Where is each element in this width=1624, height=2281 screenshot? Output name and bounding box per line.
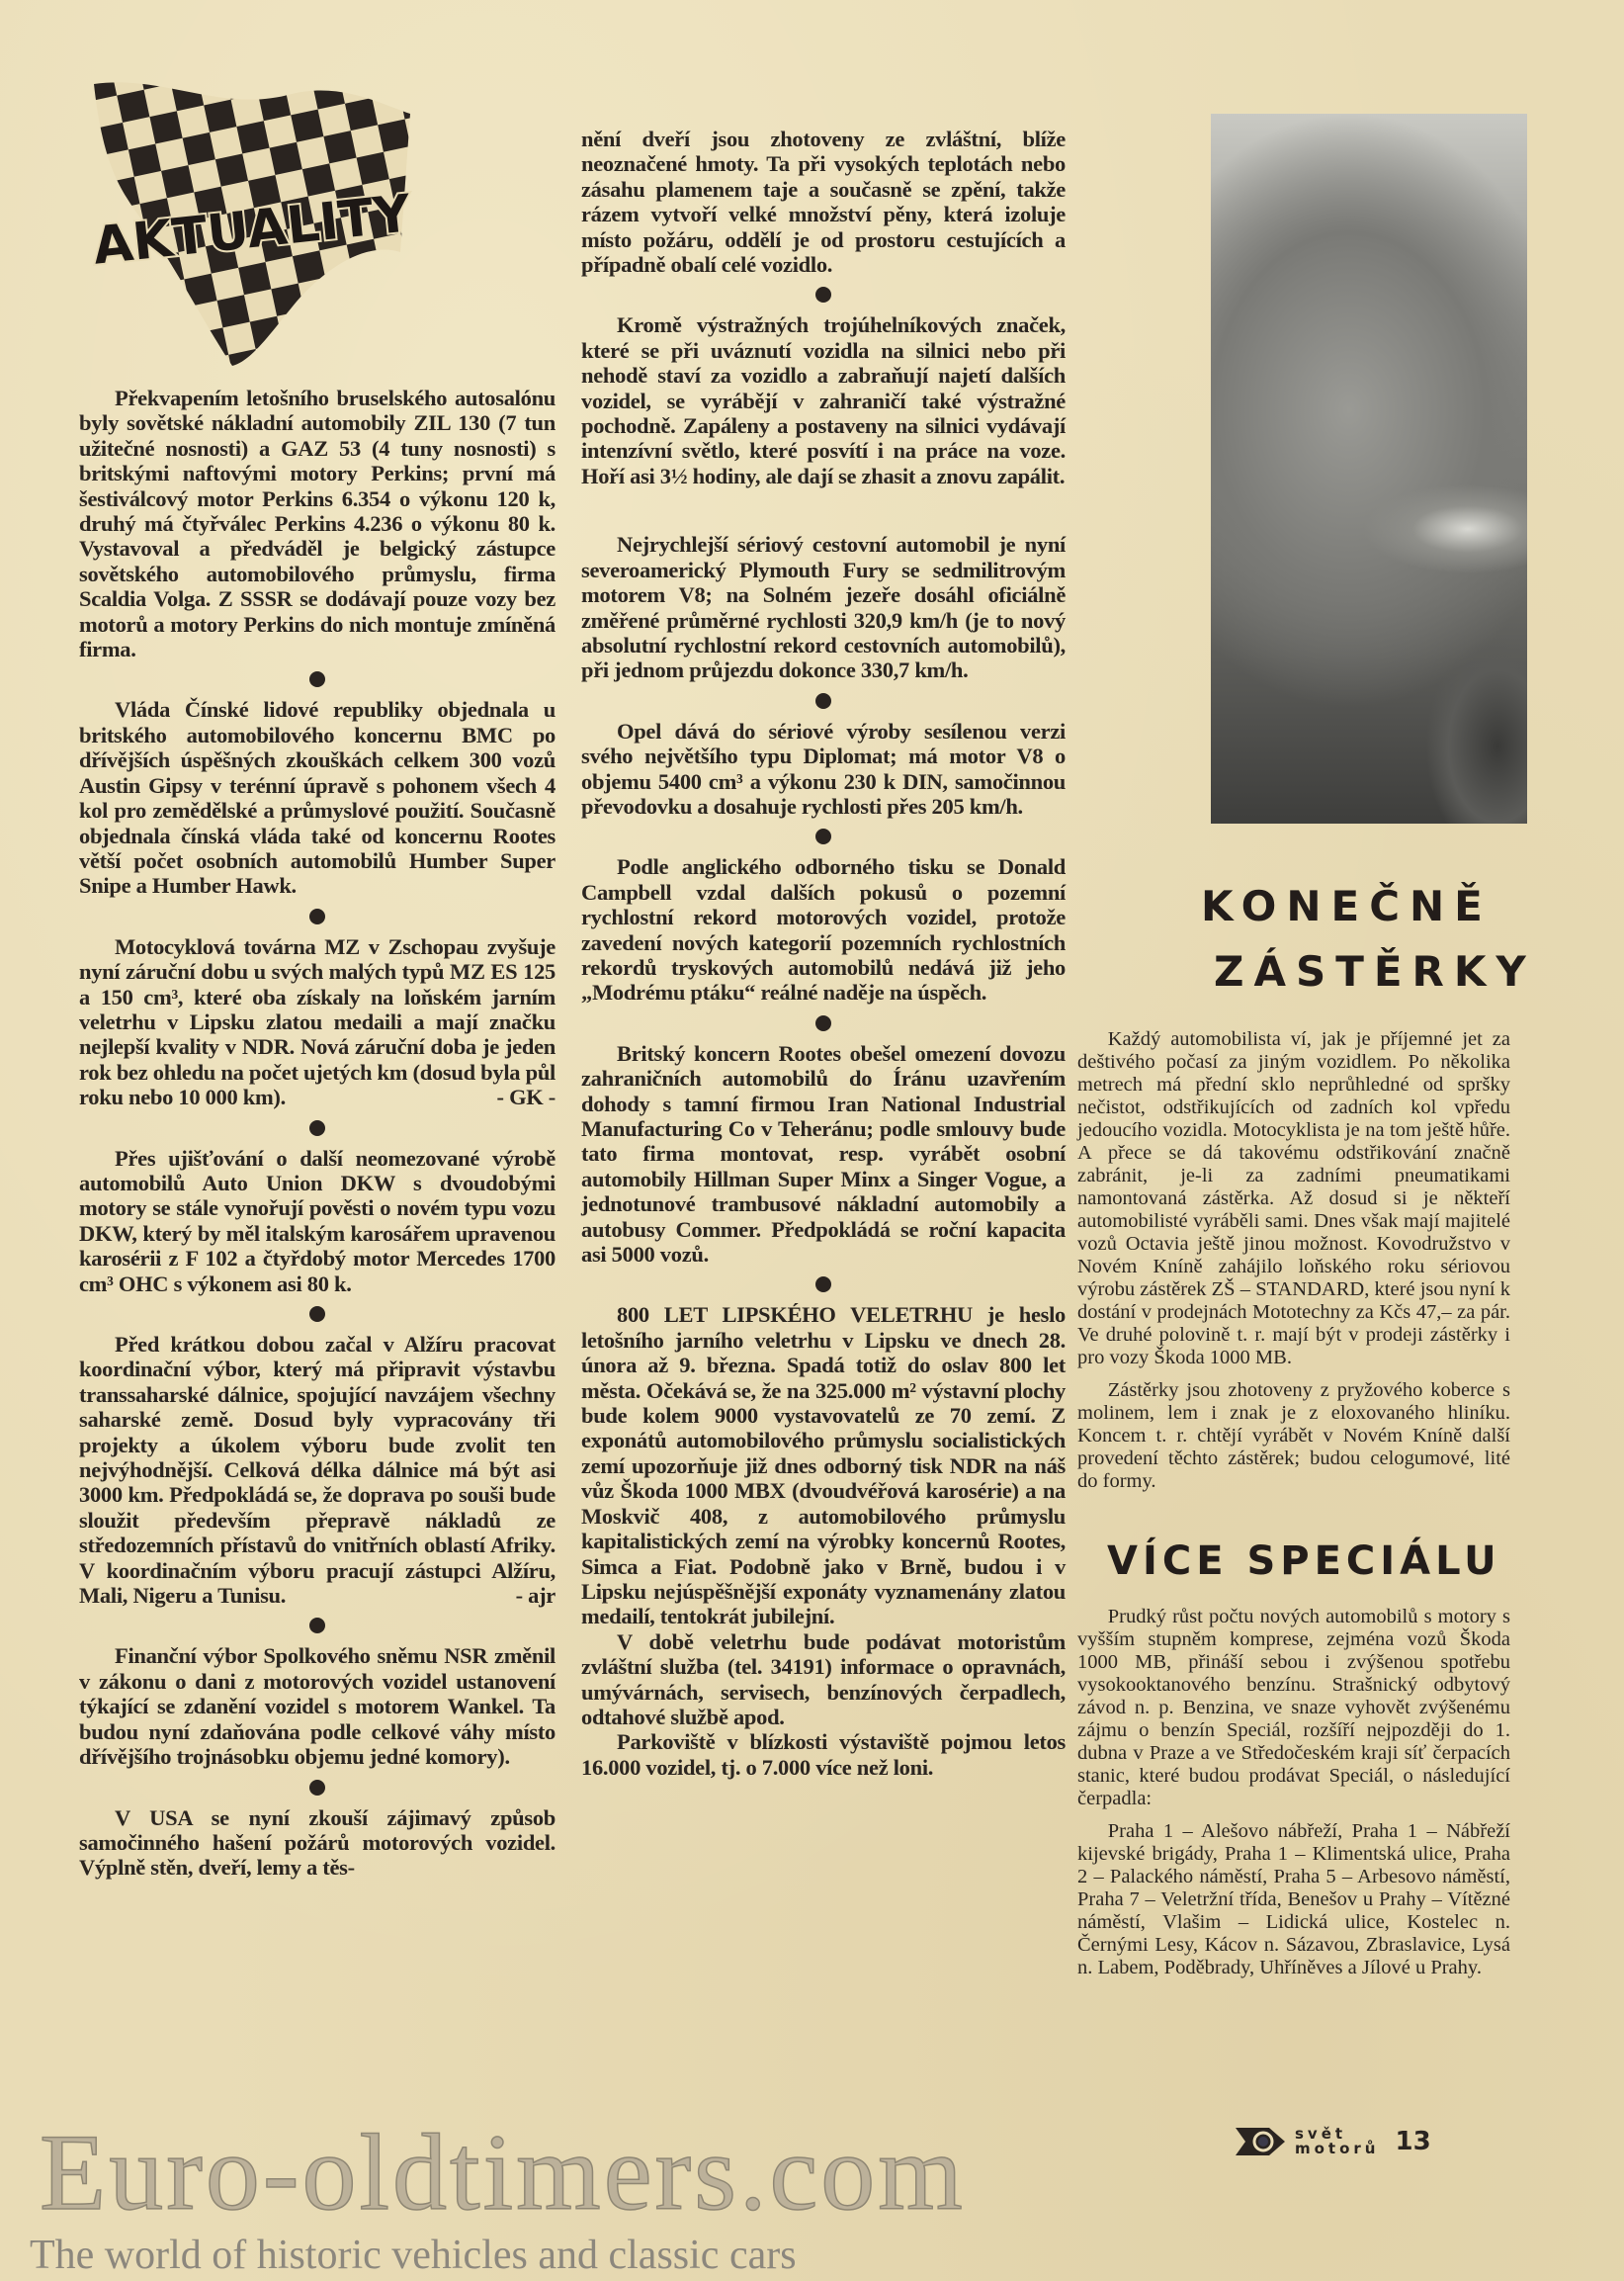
article-paragraph: Kromě výstražných trojúhelníkových značek, které se při uváznutí vozidla na silnici nebo při nehodě staví za vozidlo a zabraňují najetí dalších vozidel, se vyrábějí v zahraničí také výstražné pochodně. Zapáleny a postaveny na silnici vydávají intenzívní světlo, které posvítí i na práce na voze. Hoří asi 3½ hodiny, ale dají se zhasit a znovu zapálit. [581,312,1066,488]
bullet-separator [309,671,325,687]
article-paragraph: Překvapením letošního bruselského autosalónu byly sovětské nákladní automobily ZIL 130 (7 tun užitečné nosnosti) a GAZ 53 (4 tuny nosnosti) s britskými naftovými motory Perkins; první má šestiválcový motor Perkins 6.354 o výkonu 120 k, druhý má čtyřválec Perkins 4.236 o výkonu 80 k. Vystavoval a předváděl je belgický zástupce sovětského automobilového průmyslu, firma Scaldia Volga. Z SSSR se dodávají pouze vozy bez motorů a motory Perkins do nich montuje zmíněná firma. [79,386,556,662]
article-paragraph: Vláda Čínské lidové republiky objednala u britského automobilového koncernu BMC po dřívějších úspěšných zkouškách celkem 300 vozů Austin Gipsy v terénní úpravě s pohonem všech 4 kol pro zemědělské a průmyslové použití. Současně objednala čínská vláda také od koncernu Rootes větší počet osobních automobilů Humber Super Snipe a Humber Hawk. [79,697,556,899]
magazine-footer [1236,2126,1431,2157]
article-paragraph: nění dveří jsou zhotoveny ze zvláštní, blíže neoznačené hmoty. Ta při vysokých teplotách nebo zásahu plamenem taje a současně se zpění, takže rázem vytvoří velké množství pěny, která izoluje místo požáru, oddělí je od prostoru cestujících a případně obalí celé vozidlo. [581,127,1066,278]
article-paragraph: Každý automobilista ví, jak je příjemné jet za deštivého počasí za jiným vozidlem. Po několika metrech má přední sklo neprůhledné od spršky nečistot, odstřikujících od zadních kol vpředu jedoucího vozidla. Motocyklista je na tom ještě hůře. A přece se dá takovému odstřikování značně zabránit, je-li za zadními pneumatikami namontovaná zástěrka. Až dosud si je někteří automobilisté vyráběli sami. Dnes však mají majitelé vozů Octavia ještě jinou možnost. Kovodružstvo v Novém Kníně zahájilo loňského roku sériovou výrobu zástěrek ZŠ – STANDARD, které jsou nyní k dostání v prodejnách Mototechny za Kčs 47,– za pár. Ve druhé polovině t. r. mají být v prodeji zástěrky i pro vozy Škoda 1000 MB. [1077,1028,1510,1368]
article-paragraph: Prudký růst počtu nových automobilů s motory s vyšším stupněm komprese, zejména vozů Škoda 1000 MB, přináší sebou i zvýšenou spotřebu vysokooktanového benzínu. Strašnický odbytový závod n. p. Benzina, ve snaze vyhovět zvýšenému zájmu o benzín Speciál, rozšíří nejpozději do 1. dubna v Praze a ve Středočeském kraji síť čerpacích stanic, které budou prodávat Speciál, o následující čerpadla: [1077,1606,1510,1809]
article-heading: VÍCE SPECIÁLU [1107,1538,1501,1584]
logo-title: AKTUALITY [90,184,414,277]
bullet-separator [815,693,831,709]
bullet-separator [815,1276,831,1292]
magazine-eye-logo-icon [1236,2126,1287,2157]
author-signature: - ajr [515,1583,556,1609]
page-number: 13 [1395,2127,1431,2156]
bullet-separator [309,1120,325,1136]
magazine-name-line2: motorů [1295,2140,1380,2157]
bullet-separator [309,1306,325,1322]
article-paragraph: V USA se nyní zkouší zájimavý způsob samočinného hašení požárů motorových vozidel. Výplně stěn, dveří, lemy a těs- [79,1804,556,1881]
aktuality-logo [84,74,420,371]
middle-column [581,127,1066,1780]
article-paragraph: Britský koncern Rootes obešel omezení dovozu zahraničních automobilů do Íránu uzavřením dohody s tamní firmou Iran National Industrial Manufacturing Co v Teheránu; podle smlouvy bude tato firma montovat, resp. vyrábět osobní automobily Hillman Super Minx a Singer Vogue, a jednotunové trambusové nákladní automobily a autobusy Commer. Předpokládá se roční kapacita asi 5000 vozů. [581,1040,1066,1268]
bullet-separator [815,829,831,844]
article-paragraph [79,1332,556,1608]
bullet-separator [309,1618,325,1633]
bullet-separator [309,1780,325,1796]
right-column [1077,1028,1510,1979]
article-paragraph [79,934,556,1110]
article-paragraph: Podle anglického odborného tisku se Donald Campbell vzdal dalších pokusů o pozemní rychlostní rekord motorových vozidel, protože zavedení nových kategorií pozemních rychlostních rekordů tryskových automobilů nedává již jeho „Modrému ptáku“ reálné naděje na úspěch. [581,854,1066,1006]
article-paragraph: 800 LET LIPSKÉHO VELETRHU je heslo letošního jarního veletrhu v Lipsku ve dnech 28. února až 9. března. Spadá totiž do oslav 800 let města. Očekává se, že na 325.000 m² výstavní plochy bude kolem 9000 vystavovatelů ze 70 zemí. Z exponátů automobilového průmyslu socialistických zemí upozorňuje již dnes odborný tisk NDR na náš vůz Škoda 1000 MBX (dvoudvéřová karosérie) a na Moskvič 408, z automobilového průmyslu kapitalistických zemí na výrobky koncernů Rootes, Simca a Fiat. Podobně jako v Brně, budou i v Lipsku nejúspěšnější exponáty vyznamenány zlatou medailí, tentokrát jubilejní. [581,1302,1066,1629]
article-paragraph: Zástěrky jsou zhotoveny z pryžového koberce s molinem, lem i znak je z eloxovaného hliníku. Koncem t. r. chtějí vyrábět v Novém Kníně další provedení těchto zástěrek; budou celogumové, lité do formy. [1077,1379,1510,1492]
article-paragraph: Nejrychlejší sériový cestovní automobil je nyní severoamerický Plymouth Fury se sedmilitrovým motorem V8; na Solném jezeře dosáhl oficiálně změřené průměrné rychlosti 320,9 km/h (je to nový absolutní rychlostní rekord cestovních automobilů), při jednom průjezdu dokonce 330,7 km/h. [581,532,1066,683]
article-paragraph: Praha 1 – Alešovo nábřeží, Praha 1 – Nábřeží kijevské brigády, Praha 1 – Klimentská ulice, Praha 2 – Palackého náměstí, Praha 5 – Arbesovo náměstí, Praha 7 – Veletržní třída, Benešov u Prahy – Vítězné náměstí, Vlašim – Lidická ulice, Kostelec n. Černými Lesy, Kácov n. Sázavou, Zbraslavice, Lysá n. Labem, Poděbrady, Uhříněves a Jílové u Prahy. [1077,1820,1510,1978]
article-heading: KONEČNĚ [1201,882,1493,930]
article-text: Před krátkou dobou začal v Alžíru pracovat koordinační výbor, který má připravit výstavbu transsaharské dálnice, spojující navzájem všechny saharské země. Dosud byly vypracovány tři projekty a úkolem výboru bude zvolit ten nejvýhodnější. Celková délka dálnice má být asi 3000 km. Předpokládá se, že doprava po souši bude sloužit především přepravě nákladů ze středozemních přístavů do vnitřních oblastí Afriky. V koordinačním výboru pracují zástupci Alžíru, Mali, Nigeru a Tunisu. [79,1332,556,1609]
article-paragraph: Opel dává do sériové výroby sesílenou verzi svého největšího typu Diplomat; má motor V8 o objemu 5400 cm³ a výkonu 230 k DIN, samočinnou převodovku a dosahuje rychlosti přes 205 km/h. [581,718,1066,819]
article-paragraph: V době veletrhu bude podávat motoristům zvláštní služba (tel. 34191) informace o opravnách, umývárnách, servisech, benzínových čerpadlech, odtahové službě apod. [581,1628,1066,1729]
article-paragraph: Finanční výbor Spolkového sněmu NSR změnil v zákonu o dani z motorových vozidel ustanovení týkající se zdanění vozidel s motorem Wankel. Ta budou nyní zdaňována podle celkové váhy místo dřívějšího trojnásobku objemu jedné komory). [79,1643,556,1770]
paragraph-gap [581,488,1066,532]
article-heading: ZÁSTĚRKY [1214,947,1536,996]
article-paragraph: Parkoviště v blízkosti výstaviště pojmou letos 16.000 vozidel, tj. o 7.000 více než loni. [581,1729,1066,1780]
magazine-name-line1: svět [1295,2125,1347,2143]
author-signature: - GK - [496,1085,556,1110]
watermark-site: Euro-oldtimers.com [40,2112,966,2233]
watermark-tagline: The world of historic vehicles and classic cars [30,2233,797,2278]
car-mudflap-photo [1211,114,1527,824]
left-column [79,386,556,1881]
bullet-separator [815,287,831,303]
article-paragraph: Přes ujišťování o další neomezované výrobě automobilů Auto Union DKW s dvoudobými motory se stále vynořují pověsti o novém typu vozu DKW, který by měl italským karosářem upravenou karosérii z F 102 a čtyřdobý motor Mercedes 1700 cm³ OHC s výkonem asi 80 k. [79,1145,556,1296]
bullet-separator [309,909,325,924]
bullet-separator [815,1015,831,1031]
article-text: Motocyklová továrna MZ v Zschopau zvyšuje nyní záruční dobu u svých malých typů MZ ES 125 a 150 cm³, které oba získaly na loňském jarním veletrhu v Lipsku zlatou medaili a mají značku nejlepší kvality v NDR. Nová záruční doba je jeden rok bez ohledu na počet ujetých km (dosud byla půl roku nebo 10 000 km). [79,933,556,1110]
